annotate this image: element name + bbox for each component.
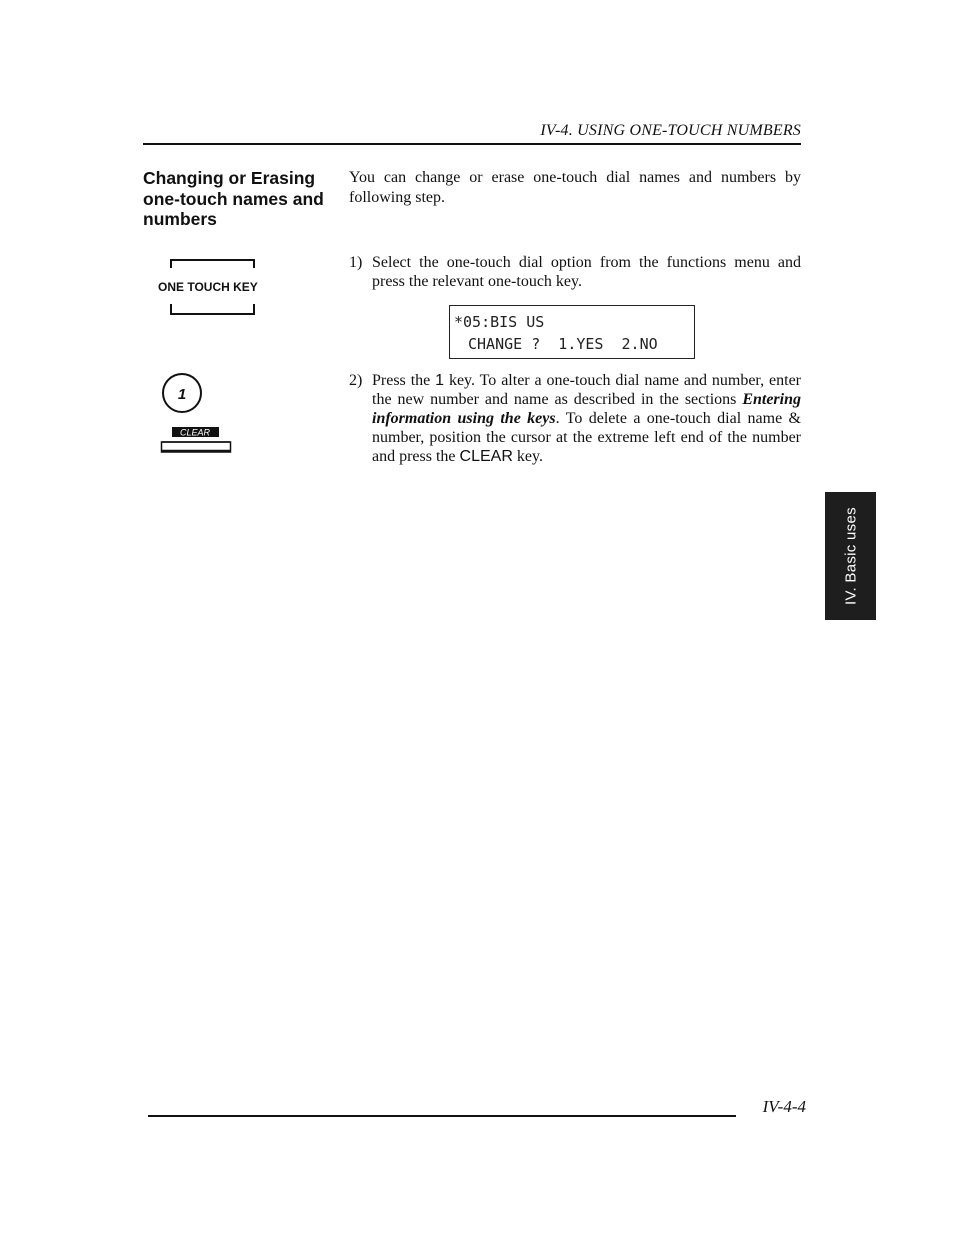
step-2 — [349, 371, 801, 466]
lcd-display — [449, 305, 695, 359]
step-2-text-4: key. — [512, 448, 543, 465]
footer-rule — [148, 1115, 736, 1117]
running-header: IV-4. USING ONE-TOUCH NUMBERS — [540, 122, 801, 139]
step-2-emphasis: Entering information using the keys — [372, 391, 801, 427]
step-1 — [349, 253, 801, 291]
step-1-number: 1) — [349, 254, 363, 271]
section-side-tab — [825, 492, 876, 620]
section-heading: Changing or Erasing one-touch names and numbers — [143, 168, 324, 229]
lcd-line-1: *05:BIS US — [454, 313, 545, 331]
step-2-text — [372, 371, 801, 466]
header-rule — [143, 143, 801, 145]
side-tab-label: IV. Basic uses — [842, 507, 859, 605]
intro-paragraph: You can change or erase one-touch dial names and numbers by following step. — [349, 169, 801, 206]
numeric-key-1-icon — [159, 371, 205, 417]
step-2-text-3: . To delete a one-touch dial name & number, position the cursor at the extreme left end of the number and press the — [372, 410, 801, 465]
page-number: IV-4-4 — [762, 1097, 806, 1116]
step-2-key-2: CLEAR — [459, 448, 513, 465]
step-2-key-1: 1 — [435, 372, 445, 389]
lcd-line-2: CHANGE ? 1.YES 2.NO — [468, 335, 658, 353]
step-2-text-2: key. To alter a one-touch dial name and number, enter the new number and name as described in the sections — [372, 372, 801, 408]
one-touch-key-label: ONE TOUCH KEY — [158, 280, 258, 294]
step-1-text: Select the one-touch dial option from the functions menu and press the relevant one-touch key. — [372, 254, 801, 290]
step-2-number: 2) — [349, 372, 363, 389]
step-2-text-1: Press the — [372, 372, 436, 389]
numeric-key-1-label: 1 — [177, 386, 187, 403]
clear-key-label: CLEAR — [179, 427, 211, 438]
clear-key-icon — [160, 426, 232, 454]
